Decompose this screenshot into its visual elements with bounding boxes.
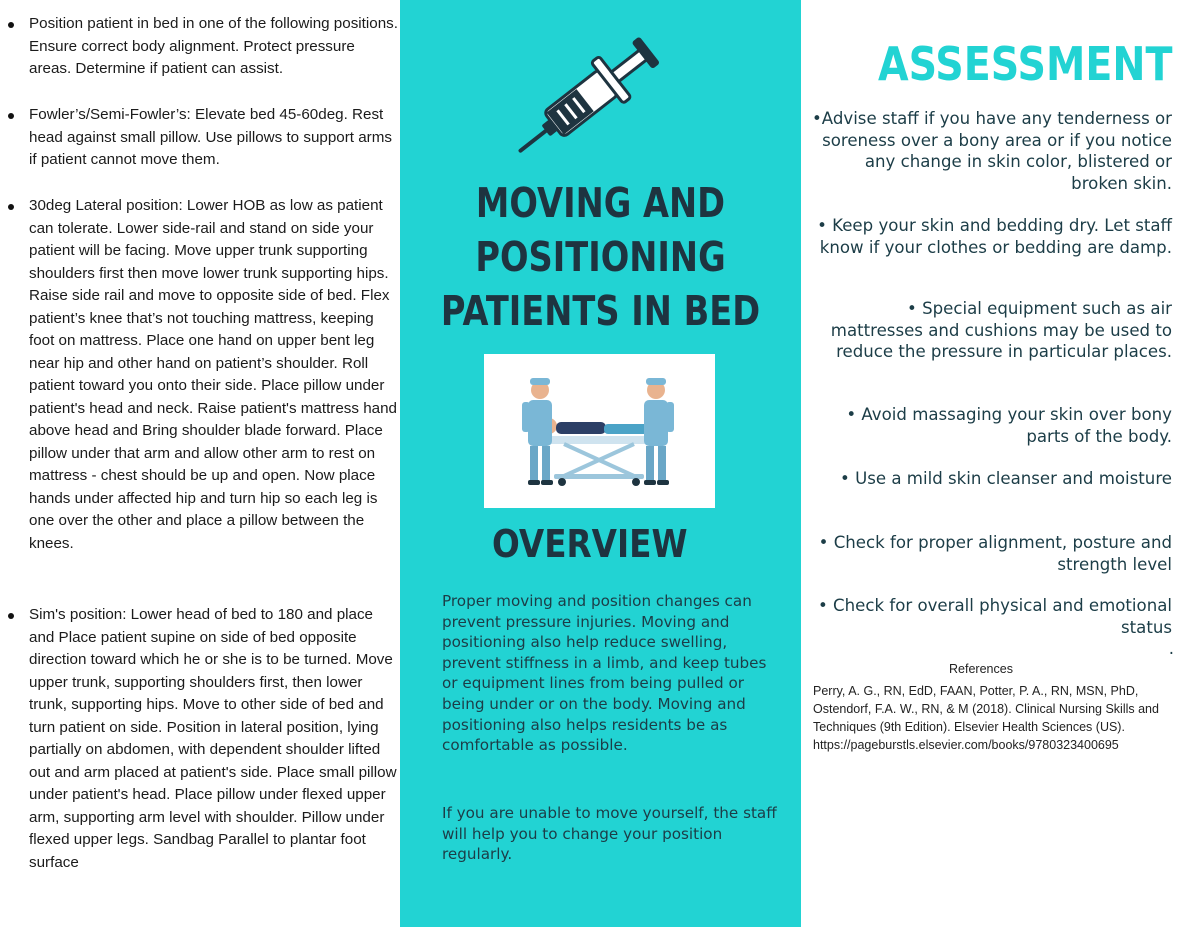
list-item [29, 604, 399, 874]
list-item [29, 195, 399, 555]
title-panel [400, 0, 801, 927]
left-column [0, 0, 400, 927]
right-column [801, 0, 1200, 927]
assessment-item: • Use a mild skin cleanser and moisture [840, 469, 1172, 488]
assessment-item: •Advise staff if you have any tenderness or soreness over a bony area or if you notice any change in skin color, blistered or broken skin. [812, 109, 1172, 193]
overview-heading: OVERVIEW [492, 522, 688, 566]
page-title: MOVING AND POSITIONING PATIENTS IN BED [440, 179, 761, 335]
list-item-text: Sim's position: Lower head of bed to 180 and place and Place patient supine on side of bed opposite direction toward which he or she is to be turned. Move upper trunk, supporting shoulders first, then lower trunk, supporting hips. Move to other side of bed and turn patient on side. Position in lateral position, lying partially on abdomen, with dependent shoulder lifted out and arm placed at patient's side. Place small pillow under patient's head. Place pillow under flexed upper arm, supporting arm level with shoulder. Pillow under flexed upper legs. Sandbag Parallel to plantar foot surface [29, 606, 397, 871]
list-item [29, 104, 399, 172]
bullet-icon [8, 204, 14, 210]
list-item [29, 13, 399, 81]
assessment-item: • Special equipment such as air mattresses and cushions may be used to reduce the pressure in particular places. [830, 299, 1172, 361]
overview-paragraph: If you are unable to move yourself, the staff will help you to change your position regularly. [442, 804, 777, 864]
list-item-text: Fowler’s/Semi-Fowler’s: Elevate bed 45-60deg. Rest head against small pillow. Use pillows to support arms if patient cannot move them. [29, 106, 392, 168]
list-item-text: Position patient in bed in one of the following positions. Ensure correct body alignment. Protect pressure areas. Determine if patient can assist. [29, 15, 398, 77]
stretcher-illustration [484, 354, 715, 508]
assessment-heading: ASSESSMENT [877, 37, 1172, 91]
assessment-item: • Avoid massaging your skin over bony parts of the body. [846, 405, 1172, 446]
bullet-icon [8, 613, 14, 619]
references-text: Perry, A. G., RN, EdD, FAAN, Potter, P. A., RN, MSN, PhD, Ostendorf, F.A. W., RN, & M (2018). Clinical Nursing Skills and Techniques (9th Edition). Elsevier Health Sciences (US). https://pageburstls.elsevier.com/books/9780323400695 [813, 684, 1159, 752]
bullet-icon [8, 22, 14, 28]
list-item-text: 30deg Lateral position: Lower HOB as low as patient can tolerate. Lower side-rail and stand on side your patient will be facing. Move upper trunk supporting shoulders first then move lower trunk supporting hips. Raise side rail and move to opposite side of bed. Flex patient’s knee that’s not touching mattress, keeping foot on mattress. Place one hand on upper bent leg near hip and other hand on patient’s shoulder. Roll patient toward you onto their side. Place pillow under patient's head and neck. Raise patient's mattress hand above head and Bring shoulder blade forward. Place pillow under that arm and allow other arm to rest on mattress - chest should be up and open. Now place hands under affected hip and turn hip so each leg is one over the other and place a pillow between the knees. [29, 197, 397, 552]
assessment-item: • Check for overall physical and emotional status [817, 596, 1172, 637]
overview-paragraph: Proper moving and position changes can prevent pressure injuries. Moving and positioning also help reduce swelling, prevent stiffness in a limb, and keep tubes or equipment lines from being pulled or being under or on the body. Moving and positioning also helps residents be as comfortable as possible. [442, 592, 767, 755]
references-heading: References [949, 662, 1013, 676]
syringe-icon [518, 28, 668, 160]
assessment-item: • Check for proper alignment, posture and strength level [818, 533, 1172, 574]
assessment-item: . [1168, 639, 1174, 658]
assessment-item: • Keep your skin and bedding dry. Let staff know if your clothes or bedding are damp. [817, 216, 1172, 257]
bullet-icon [8, 113, 14, 119]
